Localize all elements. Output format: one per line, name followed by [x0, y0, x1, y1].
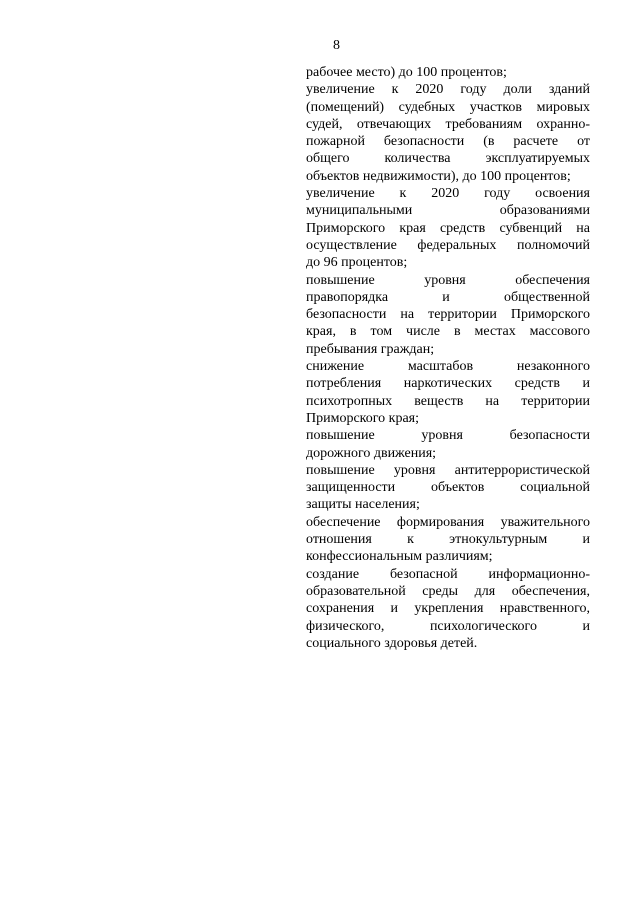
document-body: [306, 64, 590, 652]
text-line: правопорядка и общественной: [306, 289, 590, 305]
text-line: отношения к этнокультурным и: [306, 532, 590, 548]
text-line: безопасности на территории Приморского: [306, 307, 590, 323]
text-line: повышение уровня антитеррористической: [306, 462, 590, 478]
text-line: пожарной безопасности (в расчете от: [306, 134, 590, 150]
text-line: потребления наркотических средств и: [306, 376, 590, 392]
text-line: защиты населения;: [306, 497, 420, 513]
text-line: муниципальными образованиями: [306, 203, 590, 219]
text-line: сохранения и укрепления нравственного,: [306, 601, 590, 617]
text-line: социального здоровья детей.: [306, 635, 478, 651]
text-line: защищенности объектов социальной: [306, 480, 590, 496]
text-line: края, в том числе в местах массового: [306, 324, 590, 340]
text-line: создание безопасной информационно-: [306, 566, 590, 582]
text-line: объектов недвижимости), до 100 процентов;: [306, 168, 571, 184]
text-line: обеспечение формирования уважительного: [306, 514, 590, 530]
text-line: психотропных веществ на территории: [306, 393, 590, 409]
text-line: осуществление федеральных полномочий: [306, 237, 590, 253]
text-line: конфессиональным различиям;: [306, 549, 493, 565]
text-line: дорожного движения;: [306, 445, 437, 461]
text-line: повышение уровня безопасности: [306, 428, 590, 444]
text-line: Приморского края;: [306, 410, 420, 426]
text-line: судей, отвечающих требованиям охранно-: [306, 116, 590, 132]
text-line: пребывания граждан;: [306, 341, 435, 357]
page-number: 8: [333, 38, 340, 53]
text-line: образовательной среды для обеспечения,: [306, 583, 590, 599]
text-line: общего количества эксплуатируемых: [306, 151, 590, 167]
text-line: (помещений) судебных участков мировых: [306, 99, 590, 115]
text-line: увеличение к 2020 году доли зданий: [306, 82, 590, 98]
text-line: до 96 процентов;: [306, 255, 408, 271]
text-line: повышение уровня обеспечения: [306, 272, 590, 288]
text-line: физического, психологического и: [306, 618, 590, 634]
text-line: снижение масштабов незаконного: [306, 359, 590, 375]
text-line: Приморского края средств субвенций на: [306, 220, 590, 236]
text-line: рабочее место) до 100 процентов;: [306, 65, 507, 80]
text-line: увеличение к 2020 году освоения: [306, 186, 590, 202]
